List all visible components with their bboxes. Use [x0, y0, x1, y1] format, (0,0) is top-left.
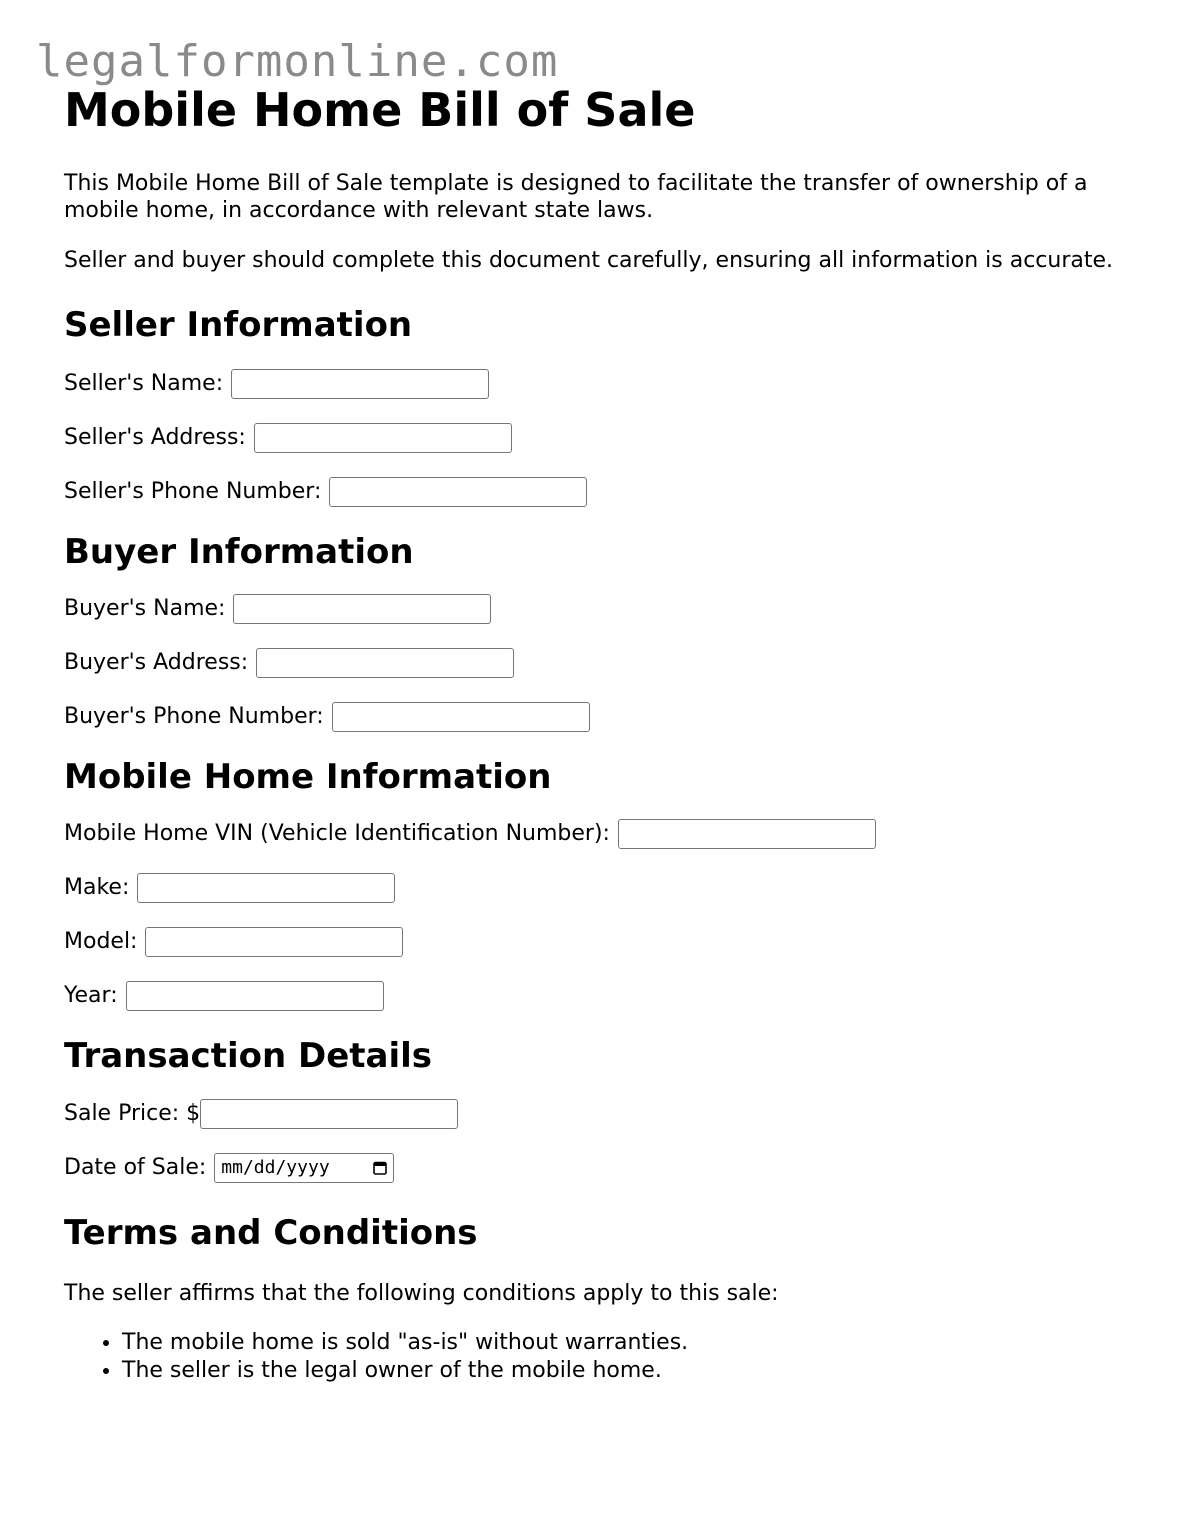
home-year-label: Year:: [64, 983, 118, 1008]
sale-date-row: [64, 1153, 1124, 1183]
home-vin-row: [64, 819, 1124, 849]
seller-address-input[interactable]: [254, 423, 512, 453]
sale-price-input[interactable]: [200, 1099, 458, 1129]
home-model-row: [64, 927, 1124, 957]
document-body: [64, 82, 1124, 1385]
terms-intro: The seller affirms that the following conditions apply to this sale:: [64, 1281, 779, 1306]
home-vin-label: Mobile Home VIN (Vehicle Identification Number):: [64, 821, 610, 846]
seller-name-input[interactable]: [231, 369, 489, 399]
seller-section-heading: Seller Information: [64, 305, 413, 345]
calendar-icon[interactable]: [373, 1161, 387, 1175]
seller-address-row: [64, 423, 1124, 453]
buyer-phone-label: Buyer's Phone Number:: [64, 704, 324, 729]
sale-price-label: Sale Price: $: [64, 1101, 201, 1126]
seller-name-row: [64, 369, 1124, 399]
seller-address-label: Seller's Address:: [64, 425, 246, 450]
home-make-input[interactable]: [137, 873, 395, 903]
home-make-row: [64, 873, 1124, 903]
terms-list: [64, 1329, 1124, 1385]
buyer-address-label: Buyer's Address:: [64, 650, 249, 675]
home-model-input[interactable]: [145, 927, 403, 957]
buyer-name-row: [64, 594, 1124, 624]
sale-date-placeholder: mm/dd/yyyy: [221, 1157, 330, 1178]
buyer-name-label: Buyer's Name:: [64, 596, 226, 621]
terms-section-heading: Terms and Conditions: [64, 1213, 478, 1253]
seller-name-label: Seller's Name:: [64, 371, 224, 396]
buyer-phone-row: [64, 702, 1124, 732]
sale-price-row: [64, 1099, 1124, 1129]
terms-item: • The mobile home is sold "as-is" without warranties.: [122, 1329, 1124, 1357]
home-vin-input[interactable]: [618, 819, 876, 849]
home-section-heading: Mobile Home Information: [64, 757, 552, 797]
sale-date-input[interactable]: [214, 1153, 394, 1183]
home-model-label: Model:: [64, 929, 138, 954]
buyer-section-heading: Buyer Information: [64, 532, 414, 572]
home-make-label: Make:: [64, 875, 130, 900]
buyer-phone-input[interactable]: [332, 702, 590, 732]
buyer-address-row: [64, 648, 1124, 678]
intro-paragraph-2: Seller and buyer should complete this document carefully, ensuring all information is accurate.: [64, 248, 1114, 273]
buyer-name-input[interactable]: [233, 594, 491, 624]
home-year-input[interactable]: [126, 981, 384, 1011]
seller-phone-label: Seller's Phone Number:: [64, 479, 322, 504]
seller-phone-row: [64, 477, 1124, 507]
seller-phone-input[interactable]: [329, 477, 587, 507]
intro-paragraph-1: This Mobile Home Bill of Sale template is designed to facilitate the transfer of ownership of a mobile home, in accordance with relevant state laws.: [64, 171, 1088, 223]
watermark: legalformonline.com: [36, 36, 559, 87]
sale-date-label: Date of Sale:: [64, 1155, 207, 1180]
page-title: Mobile Home Bill of Sale: [64, 83, 696, 137]
buyer-address-input[interactable]: [256, 648, 514, 678]
transaction-section-heading: Transaction Details: [64, 1036, 433, 1076]
home-year-row: [64, 981, 1124, 1011]
terms-item: • The seller is the legal owner of the mobile home.: [122, 1357, 1124, 1385]
